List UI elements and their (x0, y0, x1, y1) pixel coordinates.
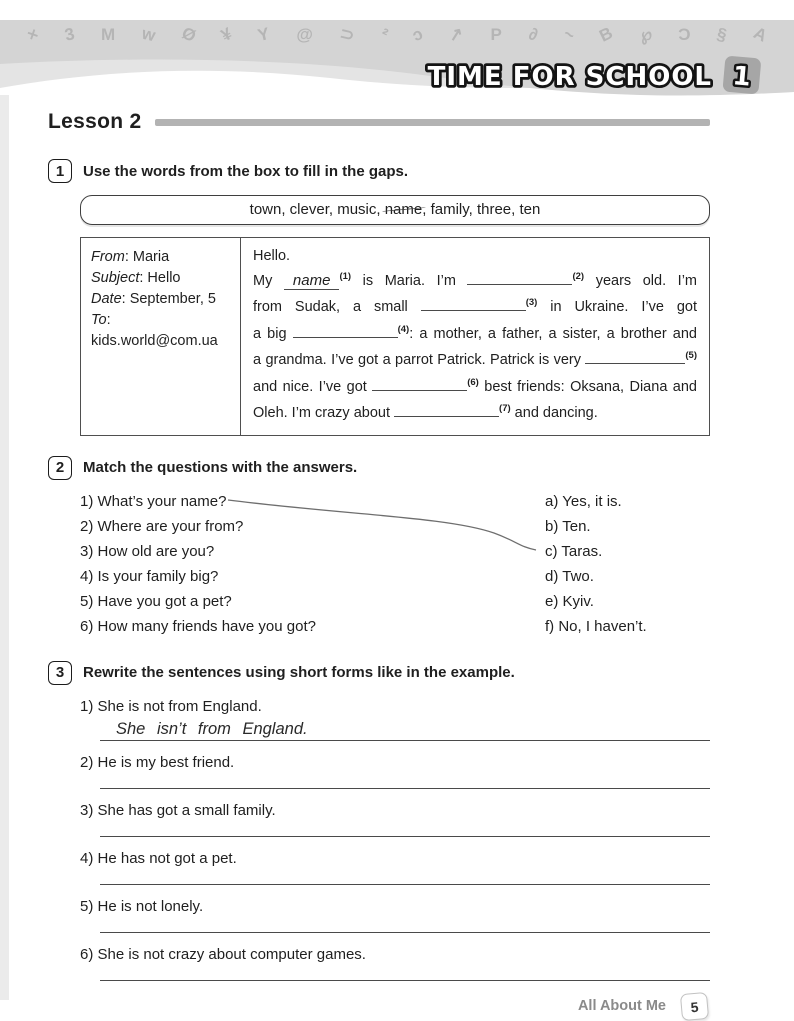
lesson-title: Lesson 2 (48, 110, 142, 133)
rewrite-sentence: 1) She is not from England. (80, 697, 262, 715)
email-body-line: and nice. I’ve got $^{(6)}$ best friends: Oksana, Diana and (253, 376, 697, 395)
rewrite-answer-line[interactable] (100, 788, 710, 789)
decoration-glyph: A (750, 23, 770, 46)
email-meta-line: kids.world@com.ua (91, 333, 218, 349)
decoration-glyph: × (24, 23, 42, 46)
word-bank-crossed-word: name (384, 201, 423, 218)
decoration-glyph: ² (377, 24, 391, 45)
header-decoration (24, 23, 770, 46)
email-meta-line: Subject: Hello (91, 270, 181, 286)
unit-number-badge (722, 55, 761, 94)
decoration-glyph: @ (296, 25, 313, 44)
decoration-glyph: Ɔ (678, 25, 691, 44)
email-meta-label: To (91, 312, 107, 328)
rewrite-answer-line[interactable] (100, 932, 710, 933)
exercise1-number-box: 1 (48, 159, 72, 183)
exercise2-number-box: 2 (48, 456, 72, 480)
rewrite-list (48, 696, 710, 981)
unit-number: 1 (731, 61, 753, 93)
gap-blank[interactable] (421, 298, 526, 311)
rewrite-answer-line[interactable] (100, 836, 710, 837)
question-item[interactable]: 3) How old are you? (80, 542, 215, 560)
answer-item[interactable]: f) No, I haven’t. (545, 617, 647, 635)
gap-number: (2) (572, 270, 585, 282)
unit-title: TIME FOR SCHOOL (427, 62, 712, 92)
decoration-glyph: ~ (560, 23, 578, 46)
answers-column (545, 489, 710, 639)
exercise1-instruction: Use the words from the box to fill in the gaps. (83, 162, 409, 180)
page-number-badge: 5 (680, 991, 709, 1020)
rewrite-answer-line[interactable] (100, 718, 710, 741)
exercise1-header (48, 159, 710, 183)
email-meta-line: From: Maria (91, 249, 170, 265)
page-content (0, 109, 794, 1020)
email-body-line: a grandma. I’ve got a parrot Patrick. Patrick is very $^{(5)}$ (253, 350, 697, 368)
page-footer (48, 993, 710, 1020)
answer-item[interactable]: b) Ten. (545, 517, 591, 535)
rewrite-sentence: 2) He is my best friend. (80, 753, 235, 771)
exercise3-header (48, 661, 710, 685)
question-item[interactable]: 5) Have you got a pet? (80, 592, 232, 610)
answer-item[interactable]: a) Yes, it is. (545, 492, 622, 510)
email-body-line: from Sudak, a small $^{(3)}$ in Ukraine. I’ve got (253, 297, 697, 315)
handwritten-answer: She isn’t from England. (116, 719, 308, 738)
gap-blank[interactable] (394, 404, 499, 417)
gap-number: (5) (685, 350, 697, 361)
answer-item[interactable]: c) Taras. (545, 542, 603, 560)
exercise3-instruction: Rewrite the sentences using short forms like in the example. (83, 664, 515, 681)
decoration-glyph: Y (256, 23, 272, 46)
email-table (80, 237, 710, 436)
decoration-glyph: M (100, 25, 116, 44)
page-edge-strip (0, 95, 9, 1000)
rewrite-sentence: 6) She is not crazy about computer games. (80, 945, 366, 963)
gap-number: (7) (499, 403, 511, 414)
decoration-glyph: ⊃ (337, 23, 357, 46)
question-item[interactable]: 2) Where are your from? (80, 517, 244, 535)
email-meta-cell (81, 238, 241, 435)
exercise3-number-box: 3 (48, 661, 72, 685)
decoration-glyph: Ø (178, 23, 199, 46)
decoration-glyph: ↗ (447, 23, 466, 46)
email-meta-line: Date: September, 5 (91, 291, 216, 307)
lesson-title-rule (155, 119, 710, 126)
gap-number: (6) (467, 376, 479, 388)
gap-number: (4) (397, 323, 410, 335)
decoration-glyph: § (715, 24, 729, 45)
email-meta-line: To: (91, 312, 111, 328)
book-title: All About Me (577, 998, 666, 1014)
gap-blank[interactable] (467, 272, 572, 285)
email-meta-label: Date (91, 291, 122, 307)
gap-blank[interactable] (372, 378, 467, 391)
decoration-glyph: 3 (62, 24, 77, 45)
question-item[interactable]: 4) Is your family big? (80, 567, 219, 585)
answer-item[interactable]: d) Two. (545, 567, 594, 585)
answer-item[interactable]: e) Kyiv. (545, 592, 594, 610)
gap-number: (3) (525, 297, 538, 308)
exercise2-instruction: Match the questions with the answers. (83, 459, 358, 476)
email-body-line: My name $^{(1)}$ is Maria. I’m $^{(2)}$ years old. I’m (253, 270, 698, 289)
decoration-glyph: ¥ (218, 23, 235, 46)
email-meta-label: Subject (91, 270, 140, 286)
email-greeting: Hello. (253, 248, 291, 264)
word-bank-after: , family, three, ten (422, 201, 541, 218)
decoration-glyph: P (490, 25, 502, 44)
email-body-line: a big $^{(4)}$: a mother, a father, a sister, a brother and (253, 323, 697, 342)
gap-blank[interactable] (585, 351, 685, 364)
word-bank-box (80, 195, 710, 225)
rewrite-answer-line[interactable] (100, 884, 710, 885)
filled-gap-answer[interactable]: name (284, 272, 340, 290)
unit-title-banner (427, 55, 770, 96)
decoration-glyph: B (596, 23, 617, 46)
word-bank-before: town, clever, music, (249, 201, 385, 218)
rewrite-sentence: 4) He has not got a pet. (80, 849, 237, 867)
email-body-line: Oleh. I’m crazy about $^{(7)}$ and dancing. (253, 403, 598, 421)
decoration-glyph: w (140, 23, 158, 46)
decoration-glyph: ∂ (526, 24, 540, 45)
decoration-glyph: ↄ (409, 23, 427, 46)
email-meta-label: From (91, 249, 125, 265)
question-item[interactable]: 1) What’s your name? (80, 492, 227, 510)
matching-area (48, 489, 710, 639)
decoration-glyph: ℘ (637, 23, 654, 46)
gap-number: (1) (339, 270, 352, 282)
email-body-cell (241, 238, 709, 435)
exercise2-header (48, 456, 710, 480)
rewrite-answer-line[interactable] (100, 980, 710, 981)
question-item[interactable]: 6) How many friends have you got? (80, 617, 316, 635)
lesson-heading-row (48, 109, 710, 135)
rewrite-sentence: 3) She has got a small family. (80, 801, 276, 819)
questions-column (80, 489, 545, 639)
gap-blank[interactable] (293, 325, 398, 338)
page-header (0, 0, 794, 96)
rewrite-sentence: 5) He is not lonely. (80, 897, 204, 915)
